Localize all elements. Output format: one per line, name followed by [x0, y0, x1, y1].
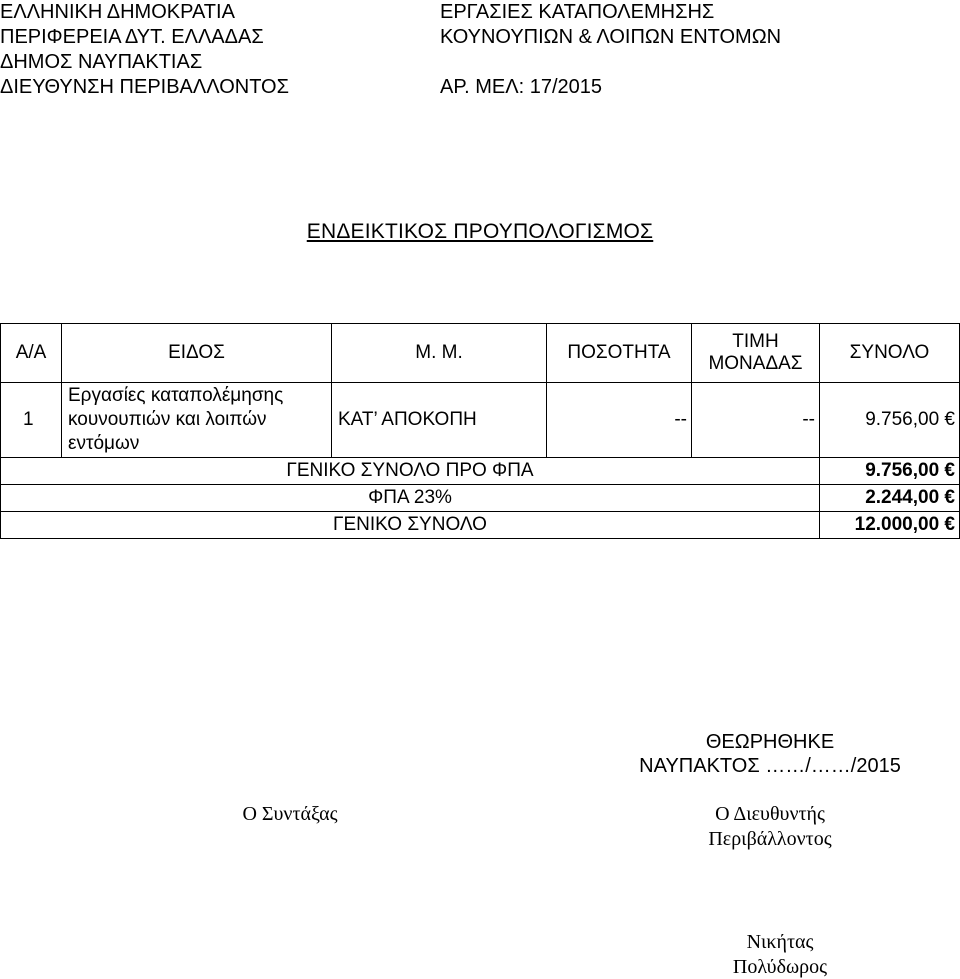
header-unit: Μ. Μ. [332, 324, 547, 383]
approval-place-date: ΝΑΥΠΑΚΤΟΣ ……/……/2015 [639, 755, 901, 777]
budget-table [0, 323, 960, 539]
header-right-line-2: ΚΟΥΝΟΥΠΙΩΝ & ΛΟΙΠΩΝ ΕΝΤΟΜΩΝ [440, 26, 782, 48]
header-quantity: ΠΟΣΟΤΗΤΑ [547, 324, 692, 383]
subtotal-label: ΓΕΝΙΚΟ ΣΥΝΟΛΟ ΠΡΟ ΦΠΑ [1, 458, 820, 485]
subtotal-value: 9.756,00 € [820, 458, 960, 485]
header-left-line-3: ΔΗΜΟΣ ΝΑΥΠΑΚΤΙΑΣ [0, 51, 203, 73]
header-unit-price-line-2: ΜΟΝΑΔΑΣ [708, 353, 803, 374]
director-role-line-1: Ο Διευθυντής [715, 803, 825, 825]
grand-total-value: 12.000,00 € [820, 512, 960, 539]
summary-row [1, 485, 960, 512]
summary-row [1, 512, 960, 539]
header-left-line-1: ΕΛΛΗΝΙΚΗ ΔΗΜΟΚΡΑΤΙΑ [0, 1, 235, 23]
header-left-line-4: ΔΙΕΥΘΥΝΣΗ ΠΕΡΙΒΑΛΛΟΝΤΟΣ [0, 76, 289, 98]
director-name-line-2: Πολύδωρος [732, 956, 828, 978]
director-role-line-2: Περιβάλλοντος [708, 828, 832, 850]
document-title: ΕΝΔΕΙΚΤΙΚΟΣ ΠΡΟΥΠΟΛΟΓΙΣΜΟΣ [306, 220, 654, 243]
vat-value: 2.244,00 € [820, 485, 960, 512]
header-total: ΣΥΝΟΛΟ [820, 324, 960, 383]
header-aa: Α/Α [1, 324, 62, 383]
header-unit-price-line-1: ΤΙΜΗ [732, 331, 779, 352]
header-item: ΕΙΔΟΣ [62, 324, 332, 383]
summary-row [1, 458, 960, 485]
director-name-line-1: Νικήτας [746, 931, 814, 953]
header-unit-price [692, 324, 820, 383]
header-right-line-1: ΕΡΓΑΣΙΕΣ ΚΑΤΑΠΟΛΕΜΗΣΗΣ [440, 1, 715, 23]
header-left-line-2: ΠΕΡΙΦΕΡΕΙΑ ΔΥΤ. ΕΛΛΑΔΑΣ [0, 26, 264, 48]
row-unit: ΚΑΤ’ ΑΠΟΚΟΠΗ [332, 383, 547, 458]
composer-role: Ο Συντάξας [242, 803, 338, 825]
vat-label: ΦΠΑ 23% [1, 485, 820, 512]
table-header-row [1, 324, 960, 383]
grand-total-label: ΓΕΝΙΚΟ ΣΥΝΟΛΟ [1, 512, 820, 539]
row-total: 9.756,00 € [820, 383, 960, 458]
table-row [1, 383, 960, 458]
row-item: Εργασίες καταπολέμησης κουνουπιών και λοιπών εντόμων [62, 383, 332, 458]
row-quantity: -- [547, 383, 692, 458]
approval-label: ΘΕΩΡΗΘΗΚΕ [705, 731, 835, 753]
row-unit-price: -- [692, 383, 820, 458]
decision-number: ΑΡ. ΜΕΛ: 17/2015 [440, 76, 603, 98]
row-aa: 1 [1, 383, 62, 458]
